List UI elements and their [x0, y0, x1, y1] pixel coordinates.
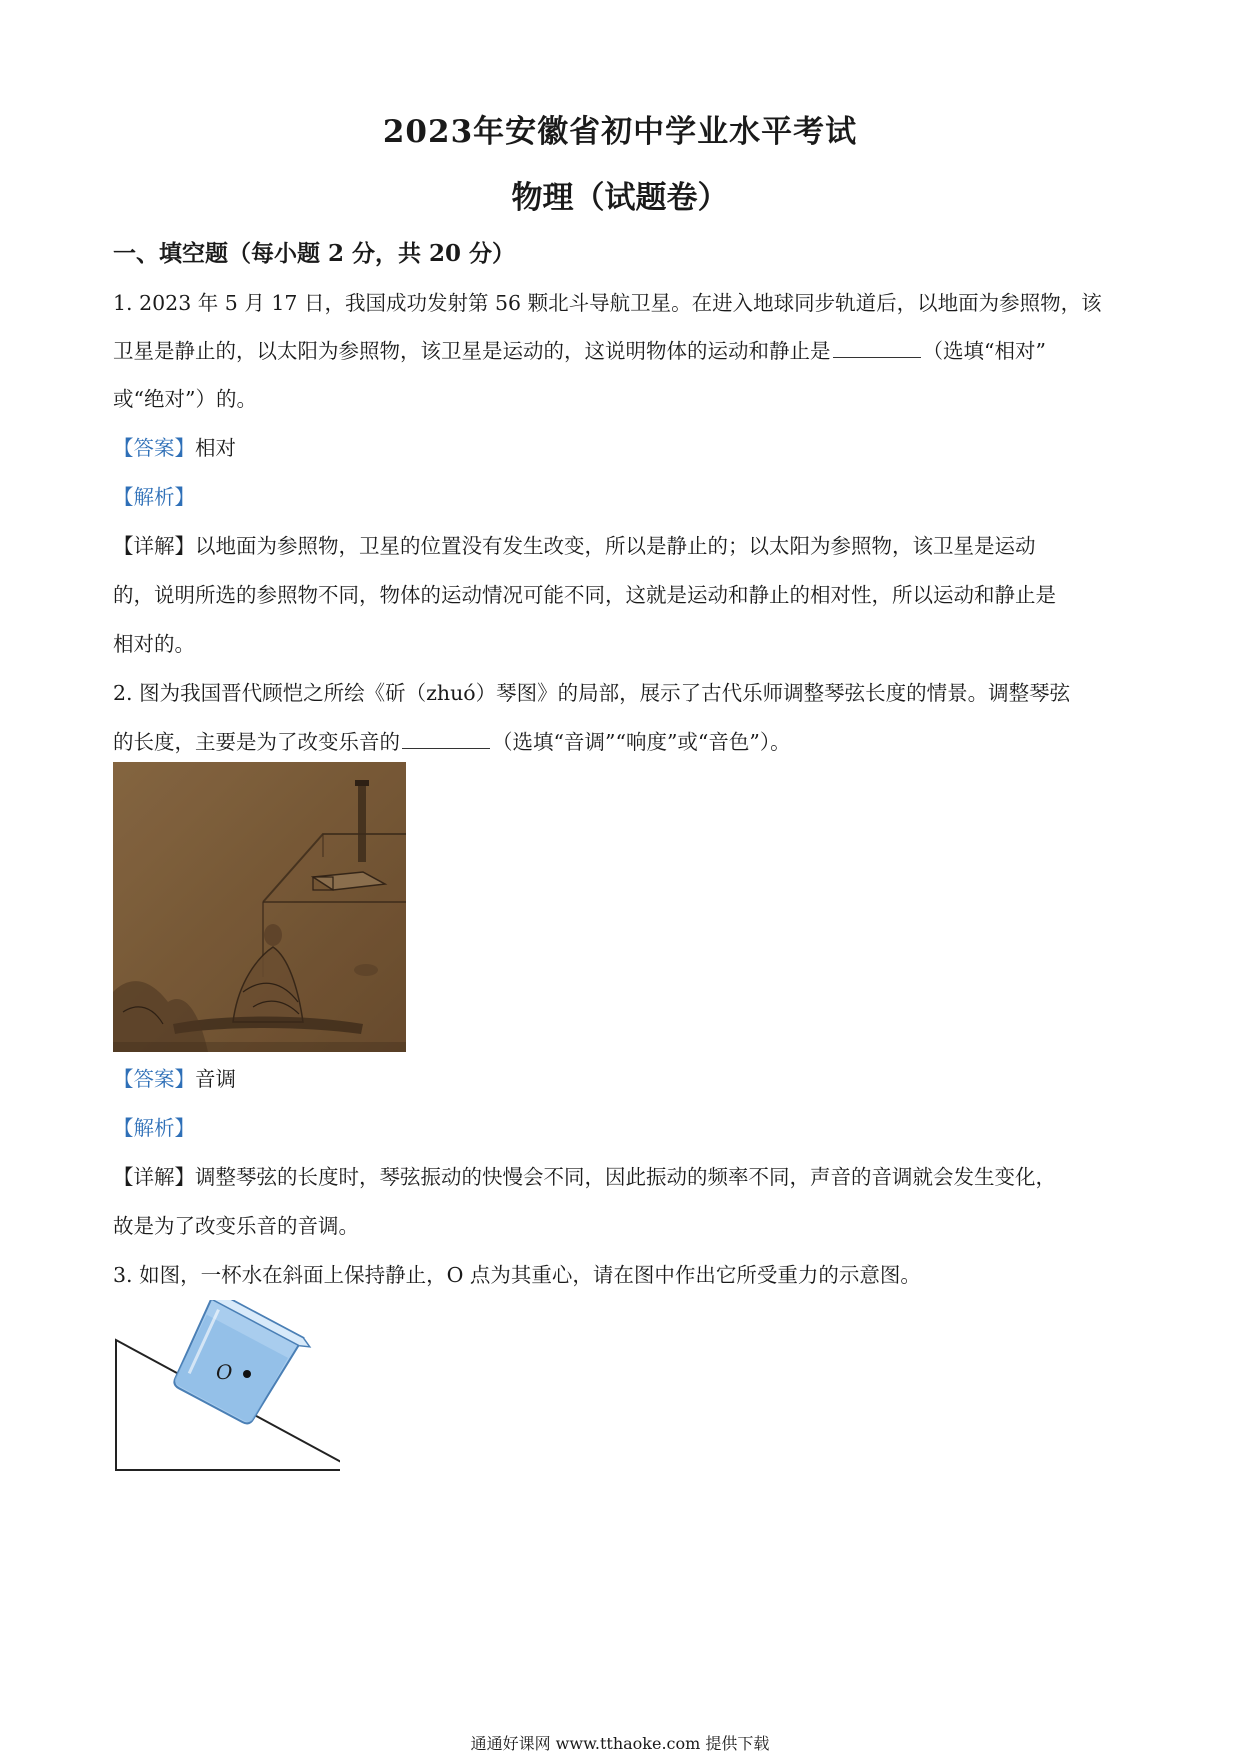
detail-tag: 【详解】: [113, 534, 195, 558]
section-title: 一、填空题（每小题 2 分，共 20 分）: [113, 240, 516, 267]
q2-detail-2: 故是为了改变乐音的音调。: [113, 1214, 359, 1238]
center-of-gravity-point: [243, 1370, 251, 1378]
answer-text: 相对: [195, 436, 236, 460]
q1-detail-2: 的，说明所选的参照物不同，物体的运动情况可能不同，这就是运动和静止的相对性，所以运动和静止是: [113, 583, 1056, 607]
q3-line-1: 3. 如图，一杯水在斜面上保持静止，O 点为其重心，请在图中作出它所受重力的示意图。: [113, 1263, 921, 1287]
answer-tag: 【答案】: [113, 1067, 195, 1091]
incline-cup-diagram: [110, 1300, 340, 1490]
q2-detail-1: [113, 1160, 1133, 1190]
q2-line-1: 2. 图为我国晋代顾恺之所绘《斫（zhuó）琴图》的局部，展示了古代乐师调整琴弦长度的情景。调整琴弦: [113, 681, 1071, 705]
detail-tag: 【详解】: [113, 1165, 195, 1189]
zhuoqin-painting-image: [113, 762, 406, 1052]
q1-answer: [113, 431, 1133, 461]
q2-line-2: [113, 725, 1133, 755]
answer-tag: 【答案】: [113, 436, 195, 460]
q1-analysis: [113, 480, 1133, 510]
exam-subtitle: 物理（试题卷）: [511, 180, 729, 216]
q1-answer-blank: [833, 339, 921, 358]
detail-text: 调整琴弦的长度时，琴弦振动的快慢会不同，因此振动的频率不同，声音的音调就会发生变化，: [195, 1165, 1056, 1189]
detail-text: 以地面为参照物，卫星的位置没有发生改变，所以是静止的；以太阳为参照物，该卫星是运动: [195, 534, 1036, 558]
q2-answer-blank: [402, 730, 490, 749]
page-footer: 通通好课网 www.tthaoke.com 提供下载: [470, 1734, 770, 1753]
analysis-tag: 【解析】: [113, 1116, 195, 1140]
q1-line-2: [113, 334, 1133, 364]
analysis-tag: 【解析】: [113, 485, 195, 509]
q1-line-1: 1. 2023 年 5 月 17 日，我国成功发射第 56 颗北斗导航卫星。在进入地球同步轨道后，以地面为参照物，该: [113, 291, 1102, 315]
q1-detail-3: 相对的。: [113, 632, 195, 656]
q1-line-2-text: 卫星是静止的，以太阳为参照物，该卫星是运动的，这说明物体的运动和静止是: [113, 339, 831, 363]
q1-line-2-options: （选填“相对”: [922, 339, 1046, 363]
q2-answer: [113, 1062, 1133, 1092]
q1-line-3: 或“绝对”）的。: [113, 387, 257, 411]
answer-text: 音调: [195, 1067, 236, 1091]
point-o-label: O: [216, 1360, 233, 1384]
q2-line-2-options: （选填“音调”“响度”或“音色”）。: [492, 730, 791, 754]
exam-title: 2023年安徽省初中学业水平考试: [382, 114, 858, 150]
q2-line-2-text: 的长度，主要是为了改变乐音的: [113, 730, 400, 754]
q2-analysis: [113, 1111, 1133, 1141]
q1-detail-1: [113, 529, 1133, 559]
